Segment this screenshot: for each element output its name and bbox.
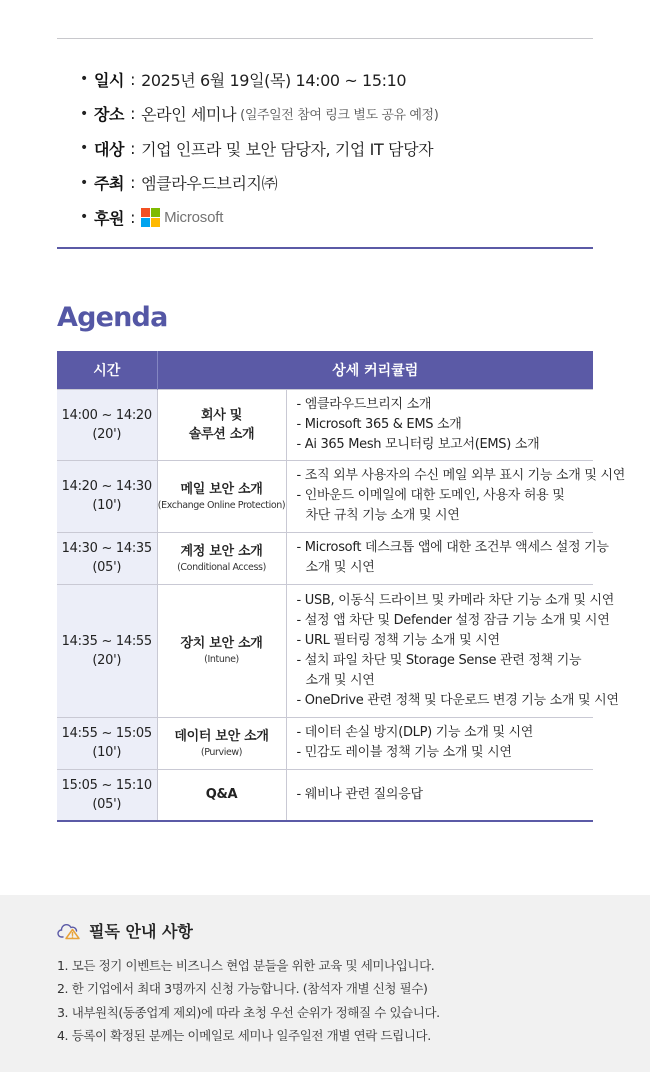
info-place xyxy=(80,97,600,132)
detail-line: - Microsoft 데스크톱 앱에 대한 조건부 액세스 설정 기능 xyxy=(296,540,609,555)
duration: (20') xyxy=(92,426,122,442)
detail-line: 소개 및 시연 xyxy=(305,560,375,575)
session-title: 메일 보안 소개 xyxy=(180,481,263,497)
session-title: Q&A xyxy=(205,787,238,803)
logo-square-blue xyxy=(141,218,150,227)
info-label: 주최 xyxy=(94,174,125,194)
session-title: 계정 보안 소개 xyxy=(180,543,263,559)
session-title-line2: 솔루션 소개 xyxy=(188,426,255,442)
bullet: • xyxy=(80,209,88,226)
details-cell xyxy=(286,584,619,717)
duration: (05') xyxy=(92,560,122,575)
detail-line: - USB, 이동식 드라이브 및 카메라 차단 기능 소개 및 시연 xyxy=(296,592,614,608)
header-time: 시간 xyxy=(57,351,157,389)
agenda-table xyxy=(57,351,625,822)
duration: (10') xyxy=(92,498,122,513)
detail-line: - 웨비나 관련 질의응답 xyxy=(296,786,423,802)
info-sponsor xyxy=(80,200,600,235)
notice-section xyxy=(0,895,650,1072)
info-value: 온라인 세미나 xyxy=(141,105,237,125)
event-info-list xyxy=(80,62,600,235)
agenda-header-row xyxy=(57,351,593,389)
session-cell xyxy=(157,717,286,769)
detail-line: - 조직 외부 사용자의 수신 메일 외부 표시 기능 소개 및 시연 xyxy=(296,468,625,483)
detail-line: 소개 및 시연 xyxy=(305,672,375,688)
detail-line: - 민감도 레이블 정책 기능 소개 및 시연 xyxy=(296,745,512,760)
session-subtitle: (Exchange Online Protection) xyxy=(157,499,286,511)
session-title: 회사 및 xyxy=(201,407,242,423)
info-value: 2025년 6월 19일(목) 14:00 ~ 15:10 xyxy=(141,70,407,90)
microsoft-logo xyxy=(141,208,223,227)
logo-square-green xyxy=(151,208,160,217)
session-cell xyxy=(157,389,286,460)
duration: (20') xyxy=(92,652,122,668)
agenda-title: Agenda xyxy=(57,302,168,333)
time-range: 14:55 ~ 15:05 xyxy=(61,726,152,741)
session-cell xyxy=(157,460,286,532)
detail-line: - 인바운드 이메일에 대한 도메인, 사용자 허용 및 xyxy=(296,488,565,503)
logo-square-yellow xyxy=(151,218,160,227)
table-row xyxy=(57,532,593,584)
info-value: 기업 인프라 및 보안 담당자, 기업 IT 담당자 xyxy=(141,139,434,159)
notice-heading xyxy=(57,919,193,942)
detail-line: - Microsoft 365 & EMS 소개 xyxy=(296,416,462,432)
top-divider xyxy=(57,38,593,39)
duration: (10') xyxy=(92,745,122,760)
time-range: 15:05 ~ 15:10 xyxy=(61,777,152,793)
details-cell xyxy=(286,769,593,821)
detail-line: - Ai 365 Mesh 모니터링 보고서(EMS) 소개 xyxy=(296,436,540,452)
notice-item: 3. 내부원칙(동종업계 제외)에 따라 초청 우선 순위가 정해질 수 있습니다. xyxy=(57,1004,440,1020)
notice-item: 4. 등록이 확정된 분께는 이메일로 세미나 일주일전 개별 연락 드립니다. xyxy=(57,1028,431,1044)
table-row xyxy=(57,769,593,821)
bullet: • xyxy=(80,105,88,122)
time-cell xyxy=(57,460,157,532)
time-range: 14:20 ~ 14:30 xyxy=(61,479,152,494)
detail-line: - 설치 파일 차단 및 Storage Sense 관련 정책 기능 xyxy=(296,652,582,668)
info-note: (일주일전 참여 링크 별도 공유 예정) xyxy=(240,108,439,124)
cloud-warning-icon xyxy=(57,922,81,940)
info-divider xyxy=(57,247,593,249)
time-cell xyxy=(57,717,157,769)
detail-line: - 엠클라우드브리지 소개 xyxy=(296,396,432,412)
time-range: 14:30 ~ 14:35 xyxy=(61,541,152,556)
table-row xyxy=(57,717,593,769)
session-title: 데이터 보안 소개 xyxy=(174,728,269,744)
session-cell xyxy=(157,769,286,821)
time-range: 14:00 ~ 14:20 xyxy=(61,407,152,423)
table-row xyxy=(57,460,593,532)
notice-title: 필독 안내 사항 xyxy=(89,922,193,941)
microsoft-logo-icon xyxy=(141,208,160,227)
notice-list xyxy=(57,953,617,1047)
session-subtitle: (Conditional Access) xyxy=(177,561,266,573)
info-label: 후원 xyxy=(94,208,125,228)
details-cell xyxy=(286,532,609,584)
details-cell xyxy=(286,389,593,460)
details-cell xyxy=(286,460,625,532)
microsoft-logo-text: Microsoft xyxy=(164,208,224,226)
colon: : xyxy=(130,104,136,124)
bullet: • xyxy=(80,174,88,191)
info-label: 장소 xyxy=(94,105,125,125)
time-cell xyxy=(57,584,157,717)
notice-item: 1. 모든 정기 이벤트는 비즈니스 현업 분들을 위한 교육 및 세미나입니다. xyxy=(57,957,435,973)
info-label: 일시 xyxy=(94,70,125,90)
colon: : xyxy=(130,69,136,89)
info-host xyxy=(80,166,600,201)
detail-line: - OneDrive 관련 정책 및 다운로드 변경 기능 소개 및 시연 xyxy=(296,692,619,708)
duration: (05') xyxy=(92,796,122,812)
details-cell xyxy=(286,717,593,769)
session-cell xyxy=(157,532,286,584)
info-date xyxy=(80,62,600,97)
colon: : xyxy=(130,173,136,193)
bullet: • xyxy=(80,71,88,88)
info-target xyxy=(80,131,600,166)
time-cell xyxy=(57,532,157,584)
session-subtitle: (Intune) xyxy=(204,654,239,665)
colon: : xyxy=(130,207,136,227)
info-value: 엠클라우드브리지㈜ xyxy=(141,174,278,194)
time-cell xyxy=(57,769,157,821)
bullet: • xyxy=(80,140,88,157)
info-label: 대상 xyxy=(94,139,125,159)
logo-square-red xyxy=(141,208,150,217)
table-row xyxy=(57,389,593,460)
time-range: 14:35 ~ 14:55 xyxy=(61,633,152,649)
detail-line: - 데이터 손실 방지(DLP) 기능 소개 및 시연 xyxy=(296,725,534,740)
table-row xyxy=(57,584,593,717)
notice-item: 2. 한 기업에서 최대 3명까지 신청 가능합니다. (참석자 개별 신청 필수) xyxy=(57,981,428,997)
session-title: 장치 보안 소개 xyxy=(180,636,263,651)
detail-line: 차단 규칙 기능 소개 및 시연 xyxy=(305,508,460,523)
detail-line: - 설정 앱 차단 및 Defender 설정 잠금 기능 소개 및 시연 xyxy=(296,612,610,628)
time-cell xyxy=(57,389,157,460)
colon: : xyxy=(130,138,136,158)
session-cell xyxy=(157,584,286,717)
detail-line: - URL 필터링 정책 기능 소개 및 시연 xyxy=(296,632,500,648)
header-curriculum: 상세 커리큘럼 xyxy=(157,351,593,389)
session-subtitle: (Purview) xyxy=(200,746,243,758)
